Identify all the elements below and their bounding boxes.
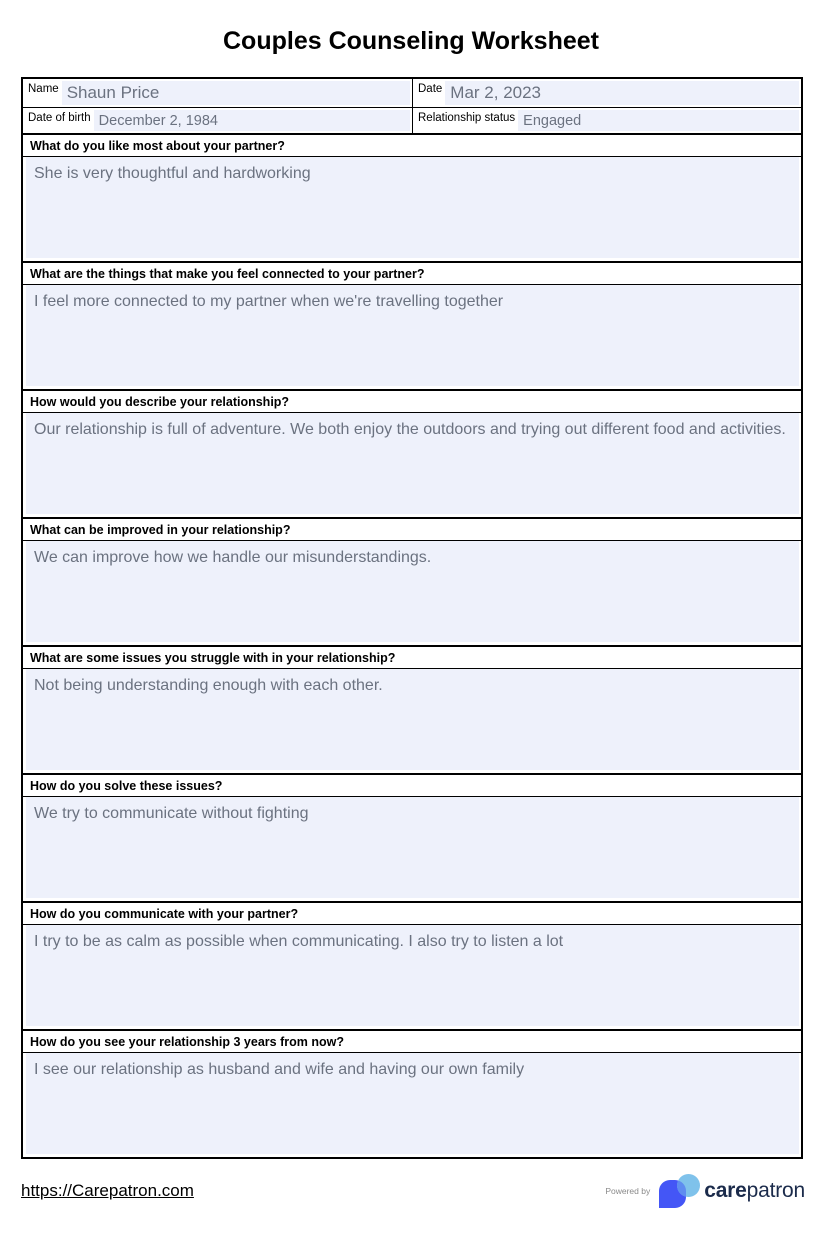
patient-info-table (23, 79, 801, 133)
question-section-8 (23, 1029, 801, 1154)
worksheet-form (21, 77, 803, 1159)
question-label: How do you communicate with your partner? (23, 903, 801, 925)
powered-by-label: Powered by (605, 1186, 651, 1196)
question-section-3 (23, 389, 801, 514)
dob-label: Date of birth (28, 112, 91, 124)
question-label: What are the things that make you feel connected to your partner? (23, 263, 801, 285)
date-label: Date (418, 83, 443, 95)
question-label: How do you see your relationship 3 years from now? (23, 1031, 801, 1053)
dob-field[interactable]: December 2, 1984 (94, 110, 410, 131)
carepatron-brand (605, 1173, 805, 1209)
question-section-5 (23, 645, 801, 770)
question-section-7 (23, 901, 801, 1026)
question-label: What can be improved in your relationship? (23, 519, 801, 541)
wordmark-care: care (704, 1179, 747, 1202)
relationship-status-label: Relationship status (418, 112, 516, 124)
relationship-status-field[interactable]: Engaged (518, 110, 799, 131)
name-label: Name (28, 83, 59, 95)
answer-field[interactable]: She is very thoughtful and hardworking (26, 157, 799, 258)
question-label: What do you like most about your partner? (23, 135, 801, 157)
date-cell (412, 79, 801, 107)
question-section-2 (23, 261, 801, 386)
page-title: Couples Counseling Worksheet (223, 27, 599, 55)
page-footer (21, 1173, 805, 1209)
answer-field[interactable]: Our relationship is full of adventure. We both enjoy the outdoors and trying out different food and activities. (26, 413, 799, 514)
name-field[interactable]: Shaun Price (62, 81, 410, 105)
dob-cell (23, 107, 412, 133)
carepatron-logo-icon (659, 1173, 701, 1209)
answer-field[interactable]: We try to communicate without fighting (26, 797, 799, 898)
carepatron-wordmark (704, 1179, 805, 1203)
answer-field[interactable]: Not being understanding enough with each other. (26, 669, 799, 770)
question-label: How would you describe your relationship? (23, 391, 801, 413)
carepatron-link[interactable]: https://Carepatron.com (21, 1181, 194, 1200)
question-section-6 (23, 773, 801, 898)
answer-field[interactable]: I feel more connected to my partner when we're travelling together (26, 285, 799, 386)
question-section-1 (23, 133, 801, 258)
question-label: What are some issues you struggle with in your relationship? (23, 647, 801, 669)
name-cell (23, 79, 412, 107)
wordmark-patron: patron (746, 1179, 805, 1202)
question-label: How do you solve these issues? (23, 775, 801, 797)
answer-field[interactable]: I try to be as calm as possible when communicating. I also try to listen a lot (26, 925, 799, 1026)
date-field[interactable]: Mar 2, 2023 (445, 81, 799, 105)
relationship-status-cell (412, 107, 801, 133)
question-section-4 (23, 517, 801, 642)
answer-field[interactable]: We can improve how we handle our misunderstandings. (26, 541, 799, 642)
answer-field[interactable]: I see our relationship as husband and wife and having our own family (26, 1053, 799, 1154)
